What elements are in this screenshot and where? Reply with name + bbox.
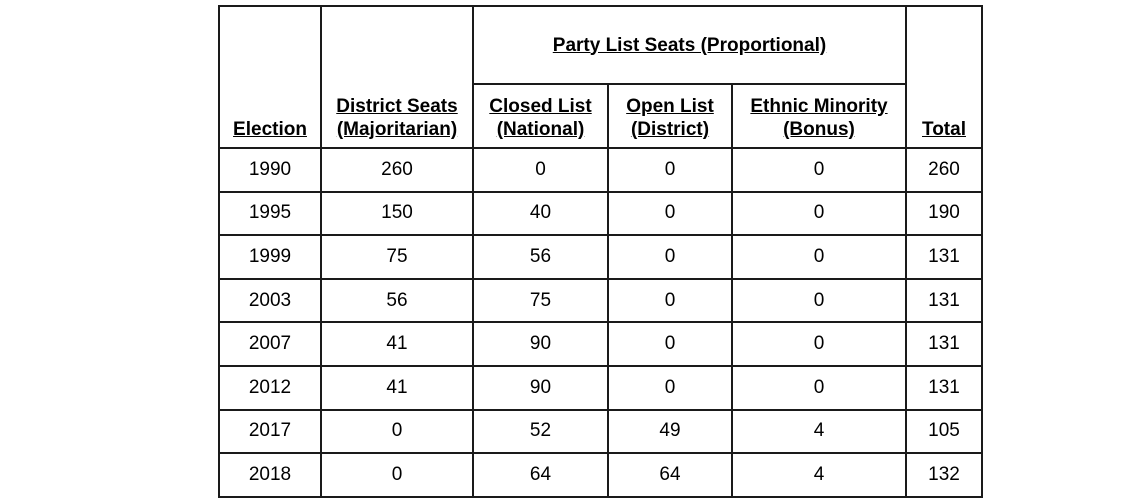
cell-closed-list: 64 <box>473 453 608 497</box>
cell-closed-list: 0 <box>473 148 608 192</box>
cell-closed-list: 75 <box>473 279 608 323</box>
cell-total: 131 <box>906 235 982 279</box>
cell-ethnic-minority: 4 <box>732 453 906 497</box>
cell-district: 0 <box>321 453 473 497</box>
cell-election: 1990 <box>219 148 321 192</box>
cell-district: 0 <box>321 410 473 454</box>
header-closed-line2: (National) <box>496 119 585 140</box>
table-row <box>219 366 982 410</box>
header-party-list-label: Party List Seats (Proportional) <box>552 34 827 56</box>
cell-ethnic-minority: 4 <box>732 410 906 454</box>
cell-ethnic-minority: 0 <box>732 235 906 279</box>
cell-election: 2018 <box>219 453 321 497</box>
cell-open-list: 0 <box>608 235 732 279</box>
table-row <box>219 279 982 323</box>
header-district-seats <box>321 6 473 148</box>
cell-open-list: 0 <box>608 192 732 236</box>
header-total <box>906 6 982 148</box>
header-ethnic-line2: (Bonus) <box>783 119 855 140</box>
cell-district: 41 <box>321 366 473 410</box>
cell-district: 41 <box>321 322 473 366</box>
header-party-list-group <box>473 6 906 84</box>
header-election <box>219 6 321 148</box>
header-election-label: Election <box>233 119 307 140</box>
header-district-line2: (Majoritarian) <box>336 119 458 140</box>
table-body <box>219 148 982 497</box>
table-row <box>219 453 982 497</box>
cell-ethnic-minority: 0 <box>732 192 906 236</box>
cell-closed-list: 40 <box>473 192 608 236</box>
cell-total: 131 <box>906 322 982 366</box>
cell-total: 131 <box>906 279 982 323</box>
cell-open-list: 0 <box>608 148 732 192</box>
cell-ethnic-minority: 0 <box>732 322 906 366</box>
cell-ethnic-minority: 0 <box>732 279 906 323</box>
seat-allocation-table <box>218 5 983 498</box>
cell-election: 2007 <box>219 322 321 366</box>
cell-closed-list: 90 <box>473 322 608 366</box>
header-district-line1: District Seats <box>336 96 458 117</box>
header-open-line1: Open List <box>626 96 714 117</box>
table-row <box>219 322 982 366</box>
cell-district: 75 <box>321 235 473 279</box>
cell-open-list: 0 <box>608 279 732 323</box>
cell-open-list: 49 <box>608 410 732 454</box>
cell-closed-list: 52 <box>473 410 608 454</box>
cell-ethnic-minority: 0 <box>732 366 906 410</box>
table-row <box>219 410 982 454</box>
cell-open-list: 0 <box>608 322 732 366</box>
header-ethnic-line1: Ethnic Minority <box>750 96 888 117</box>
cell-election: 1995 <box>219 192 321 236</box>
header-ethnic-minority <box>732 84 906 148</box>
header-closed-line1: Closed List <box>489 96 592 117</box>
header-open-line2: (District) <box>630 119 710 140</box>
header-total-label: Total <box>922 119 966 140</box>
cell-total: 190 <box>906 192 982 236</box>
cell-election: 2017 <box>219 410 321 454</box>
cell-total: 131 <box>906 366 982 410</box>
cell-election: 2003 <box>219 279 321 323</box>
cell-election: 1999 <box>219 235 321 279</box>
cell-total: 105 <box>906 410 982 454</box>
cell-ethnic-minority: 0 <box>732 148 906 192</box>
header-closed-list <box>473 84 608 148</box>
cell-total: 260 <box>906 148 982 192</box>
table-row <box>219 235 982 279</box>
header-open-list <box>608 84 732 148</box>
cell-open-list: 0 <box>608 366 732 410</box>
table-header <box>219 6 982 148</box>
cell-closed-list: 56 <box>473 235 608 279</box>
table-row <box>219 192 982 236</box>
cell-closed-list: 90 <box>473 366 608 410</box>
cell-district: 56 <box>321 279 473 323</box>
cell-district: 260 <box>321 148 473 192</box>
cell-district: 150 <box>321 192 473 236</box>
cell-election: 2012 <box>219 366 321 410</box>
header-row-group <box>219 6 982 84</box>
table-row <box>219 148 982 192</box>
cell-open-list: 64 <box>608 453 732 497</box>
cell-total: 132 <box>906 453 982 497</box>
